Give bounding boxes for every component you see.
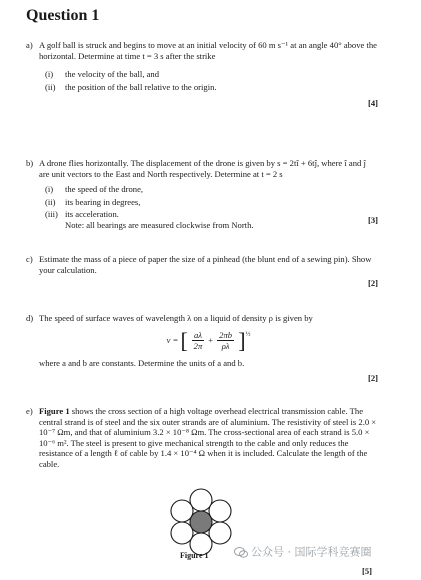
steel-strand-center	[190, 511, 212, 533]
wave-speed-equation: v = [ $\frac{a\lambda}{2\pi}$ + $\frac{2\pi b}{\rho\lambda}$ ]$^{\frac{1}{2}}$	[166, 327, 251, 353]
strand-lower-left	[171, 522, 193, 544]
part-b-label: b)	[26, 158, 34, 168]
part-a-item-1: (i) the velocity of the ball, and	[45, 69, 160, 80]
part-e-text: Figure 1 shows the cross section of a high voltage overhead electrical transmission cable. The central strand is of steel and the six outer strands are of aluminium. The resistivity of steel is 2.0 × 10⁻⁷ Ωm, and that of aluminium 3.2 × 10⁻⁸ Ωm. The cross-sectional area of each strand is 5.0 × 10⁻⁶ m². The steel is present to give mechanical strength to the cable and only reduces the resistance of a length ℓ of cable by 1.4 × 10⁻⁴ Ω when it is included. Calculate the length of the cable.	[39, 406, 377, 469]
part-a-label: a)	[26, 40, 33, 50]
question-title: Question 1	[26, 7, 100, 24]
part-e-marks: [5]	[362, 566, 373, 576]
strand-top	[190, 489, 212, 511]
part-d	[26, 313, 378, 383]
part-c-text: Estimate the mass of a piece of paper the size of a pinhead (the blunt end of a sewing pin). Show your calculation.	[39, 254, 372, 275]
cable-cross-section-figure	[165, 486, 237, 558]
part-d-marks: [2]	[367, 373, 378, 383]
part-a-marks: [4]	[367, 98, 378, 108]
part-e-label: e)	[26, 406, 33, 416]
part-d-text: The speed of surface waves of wavelength λ on a liquid of density ρ is given by	[39, 313, 313, 323]
strand-upper-right	[209, 500, 231, 522]
figure-ref: Figure 1	[39, 406, 70, 416]
watermark: 公众号 · 国际学科竞赛圈	[234, 547, 372, 558]
part-e	[26, 406, 378, 470]
part-d-label: d)	[26, 313, 34, 323]
part-c-label: c)	[26, 254, 33, 264]
figure-caption: Figure 1	[180, 551, 209, 560]
strand-lower-right	[209, 522, 231, 544]
part-a-item-2: (ii) the position of the ball relative to the origin.	[45, 81, 217, 92]
part-d-after: where a and b are constants. Determine the units of a and b.	[39, 357, 245, 368]
part-b-item-3: (iii) its acceleration.	[45, 209, 119, 220]
wechat-icon	[234, 547, 248, 558]
part-b	[26, 158, 378, 231]
part-b-note: Note: all bearings are measured clockwise from North.	[65, 219, 254, 230]
part-b-marks: [3]	[367, 215, 378, 225]
part-b-item-2: (ii) its bearing in degrees,	[45, 196, 141, 207]
part-c	[26, 254, 378, 288]
part-b-item-1: (i) the speed of the drone,	[45, 184, 144, 195]
part-a	[26, 40, 378, 108]
part-b-text: A drone flies horizontally. The displacement of the drone is given by s = 2tî + 6tĵ, where î and ĵ are unit vectors to the East and North respectively. Determine at t = 2 s	[39, 158, 366, 179]
strand-upper-left	[171, 500, 193, 522]
part-c-marks: [2]	[367, 278, 378, 288]
part-a-text: A golf ball is struck and begins to move at an initial velocity of 60 m s⁻¹ at an angle 40° above the horizontal. Determine at time t = 3 s after the strike	[39, 40, 377, 61]
